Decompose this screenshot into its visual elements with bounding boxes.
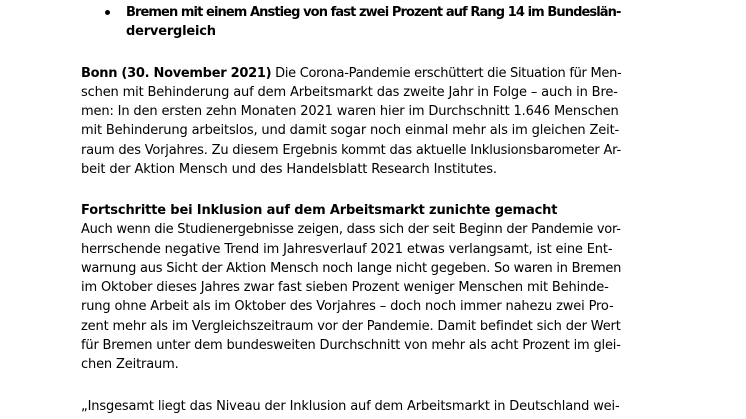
intro-line-5: raum des Vorjahres. Zu diesem Ergebnis kommt das aktuelle Inklusionsbarometer Ar-: [81, 143, 621, 158]
section-line-7: für Bremen unter dem bundesweiten Durchschnitt von mehr als acht Prozent im glei-: [81, 338, 621, 353]
section-line-5: rung ohne Arbeit als im Oktober des Vorjahres – doch noch immer nahezu zwei Pro-: [81, 299, 614, 314]
intro-line-2: schen mit Behinderung auf dem Arbeitsmarkt das zweite Jahr in Folge – auch in Bre-: [81, 85, 618, 100]
intro-line-3: men: In den ersten zehn Monaten 2021 waren hier im Durchschnitt 1.646 Menschen: [81, 104, 619, 119]
quote-line-1: „Insgesamt liegt das Niveau der Inklusion auf dem Arbeitsmarkt in Deutschland wei-: [81, 399, 620, 414]
section-line-2: herrschende negative Trend im Jahresverlauf 2021 etwas verlangsamt, ist eine Ent-: [81, 242, 613, 257]
intro-line-6: beit der Aktion Mensch und des Handelsblatt Research Institutes.: [81, 162, 497, 177]
section-line-4: im Oktober dieses Jahres zwar fast sieben Prozent weniger Menschen mit Behinde-: [81, 280, 609, 295]
section-line-3: warnung aus Sicht der Aktion Mensch noch lange nicht gegeben. So waren in Bremen: [81, 261, 622, 276]
bullet-line-1: Bremen mit einem Anstieg von fast zwei Prozent auf Rang 14 im Bundeslän-: [126, 5, 621, 20]
intro-line-4: mit Behinderung arbeitslos, und damit sogar noch einmal mehr als im gleichen Zeit-: [81, 123, 620, 138]
intro-line-1-text: Die Corona-Pandemie erschüttert die Situation für Men-: [271, 66, 622, 81]
section-line-6: zent mehr als im Vergleichszeitraum vor der Pandemie. Damit befindet sich der Wert: [81, 319, 621, 334]
bullet-dot-icon: [105, 10, 110, 15]
dateline: Bonn (30. November 2021): [81, 66, 272, 81]
section-line-1: Auch wenn die Studienergebnisse zeigen, dass sich der seit Beginn der Pandemie vor-: [81, 222, 621, 237]
section-line-8: chen Zeitraum.: [81, 357, 179, 372]
section-heading: Fortschritte bei Inklusion auf dem Arbeitsmarkt zunichte gemacht: [81, 203, 558, 218]
bullet-line-2: dervergleich: [126, 24, 216, 39]
intro-line-1: [81, 65, 621, 83]
